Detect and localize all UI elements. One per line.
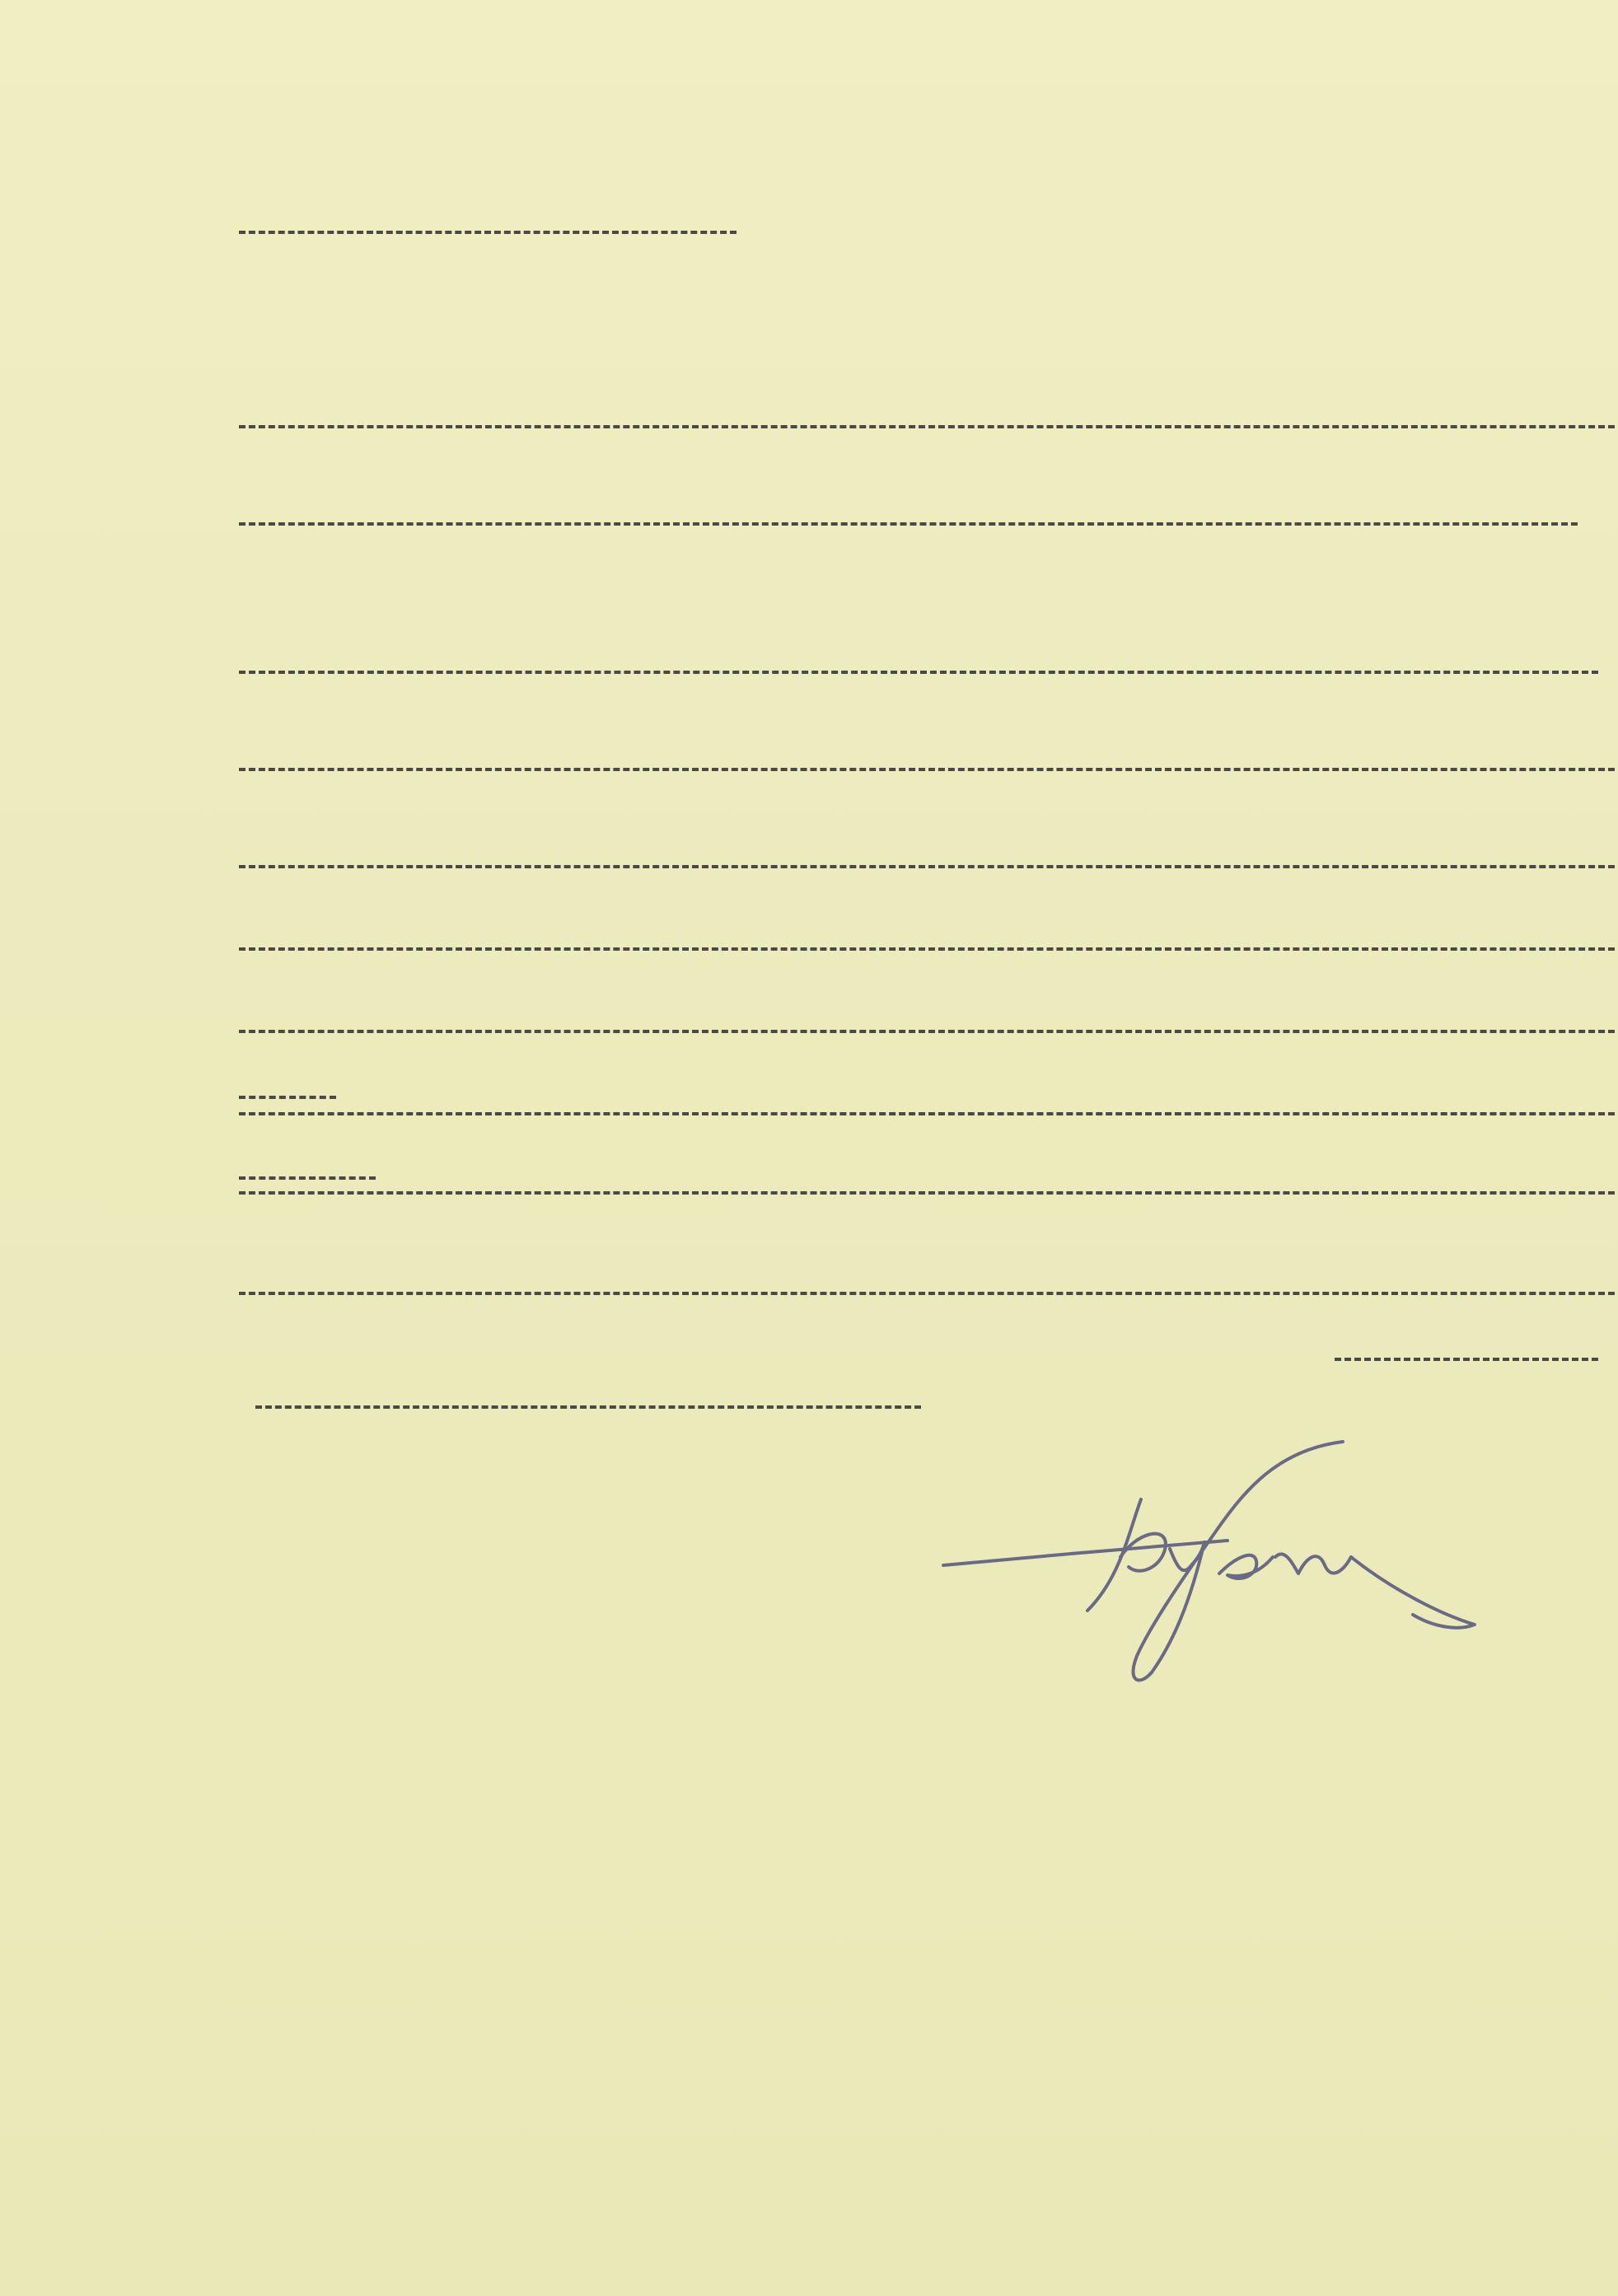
handwritten-signature [931, 1433, 1491, 1714]
row-rule [239, 1030, 1615, 1033]
table-top-rule [239, 425, 1615, 428]
row-rule [239, 1191, 1615, 1195]
footnote-underline [255, 1405, 921, 1409]
row-rule [239, 1112, 1615, 1115]
row-rule [239, 671, 1598, 674]
place-underline [239, 1096, 336, 1099]
row-rule [239, 865, 1615, 868]
row-rule [239, 1292, 1615, 1295]
table-header-rule [239, 522, 1578, 526]
place-underline [239, 1176, 376, 1180]
table-bottom-rule [1335, 1358, 1598, 1361]
row-rule [239, 768, 1615, 771]
row-rule [239, 947, 1615, 951]
subject-underline [239, 231, 737, 234]
